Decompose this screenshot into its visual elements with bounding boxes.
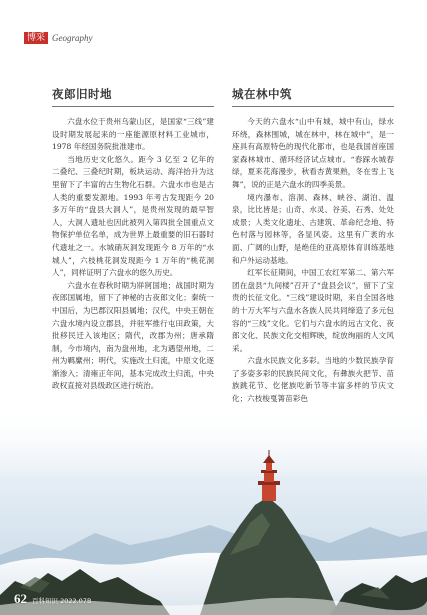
page-footer (14, 591, 91, 607)
right-paragraph: 红军长征期间，中国工农红军第二、第六军团在盘县“九间楼”召开了“盘县会议”，留下了宝贵的长征文化。“三线”建设时期，来自全国各地的十万大军与六盘水各族人民共同缔造了多元包容的“三线”文化。它们与六盘水的远古文化、夜郎文化、民族文化交相辉映，绽放绚丽的人文风采。 (232, 268, 394, 353)
right-column (232, 86, 394, 406)
magazine-issue: 百科知识 2022.07B (32, 597, 92, 605)
right-paragraph: 今天的六盘水“山中有城，城中有山，绿水环绕，森林围城，城在林中，林在城中”，是一座具有高原特色的现代化都市，也是我国首座国家森林城市、循环经济试点城市。“春踩水城春绿，夏来花海漫步，秋看杏黄果熟，冬在雪上飞舞”，说的正是六盘水的四季美景。 (232, 117, 394, 189)
left-section-title: 夜郎旧时地 (52, 87, 112, 101)
right-section-title: 城在林中筑 (232, 87, 292, 101)
title-divider (52, 106, 214, 107)
right-paragraph: 境内瀑布、溶洞、森林、峡谷、湖泊、温泉，比比皆是；山奇、水灵、谷美、石秀、处处成景；人类文化遗址、古建筑、革命纪念地、特色村落与园林等，各显风姿。这里有广袤的水面、广阔的山野，是绝佳的亚高原体育训练基地和户外运动基地。 (232, 192, 394, 265)
landscape-photo (0, 405, 427, 615)
left-paragraph: 当地历史文化悠久。距今 3 亿至 2 亿年的二叠纪、三叠纪时期，板块运动、海洋抬升为这里留下了丰富的古生物化石群。六盘水市也是古人类的重要发源地。1993 年考古发现距今 20 多万年的“盘县大洞人”，是贵州发现的最早智人，大洞人遗址也因此被列入第四批全国重点文物保护单位名单，成为世界上最重要的旧石器时代遗址之一。水城硝灰洞发现距今 8 万年的“水城人”，六枝桃花洞发现距今 1 万年的“桃花洞人”，同样证明了六盘水的悠久历史。 (52, 154, 214, 278)
right-paragraph: 六盘水民族文化多彩。当地的少数民族孕育了多姿多彩的民族民间文化，有彝族火把节、苗族跳花节、仡佬族吃新节等丰富多样的节庆文化；六枝梭戛箐苗彩色 (232, 356, 394, 404)
section-tag: 博采 (24, 32, 48, 44)
title-divider (232, 106, 394, 107)
left-paragraph: 六盘水在春秋时期为牂牁国地；战国时期为夜郎国属地，留下了神秘的古夜郎文化；秦统一中国后，为巴郡汉阳县属地；汉代，中央王朝在六盘水境内设立郡县，并驻军推行屯田政策，大批移民迁入该地区；隋代，改郡为州；唐承隋制，今市境内，南为盘州地，北为遇望州地，二州为羁縻州；明代，实施改土归流，中原文化逐渐渗入；清雍正年间，基本完成改土归流，中央政权直接对县级政区进行统治。 (52, 280, 214, 391)
section-tag-english: Geography (52, 33, 93, 43)
section-header (24, 32, 93, 44)
left-paragraph: 六盘水位于贵州乌蒙山区，是国家“三线”建设时期发展起来的一座能源原材料工业城市，1978 年经国务院批准建市。 (52, 117, 214, 152)
left-column (52, 86, 214, 393)
page-number: 62 (14, 591, 27, 606)
